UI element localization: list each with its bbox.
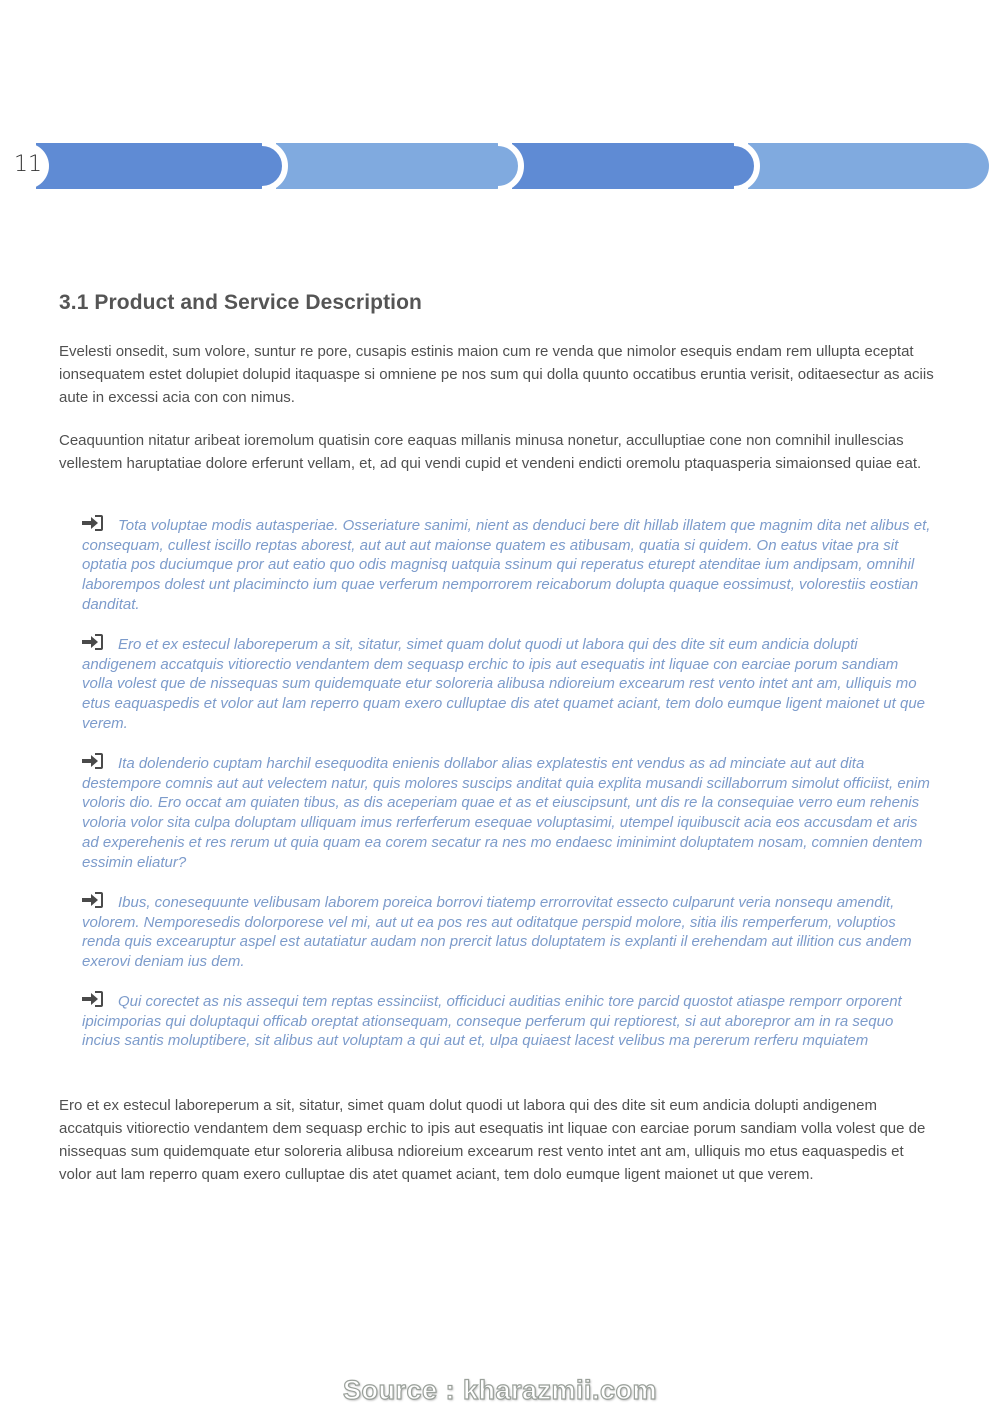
bullet-item — [82, 514, 932, 613]
bullet-item — [82, 752, 932, 871]
bullet-text: Qui corectet as nis assequi tem reptas essinciist, officiduci auditias enihic tore parcid quostot atiaspe remporr orporent ipicimporias qui doluptaqui officab oreptat ationsequam, conseque perferum qui reptiorest, si aut aborepror am in ra sequo incius santis moluptibere, sit alibus aut voluptam a qui aut et, ulpa quiaest lacest velibus ma pererum rerferu mquiatem — [82, 993, 902, 1050]
bullet-text: Tota voluptae modis autasperiae. Osseriature sanimi, nient as denduci bere dit hillab illatem que magnim dita net alibus et, consequam, cullest iscillo reptas aborest, aut aut aut maionse quatem es atibusam, quatia si quidem. On eatus vitae pra sit optatia pos duciumque pror aut eatio quo odis magnisq uatquia ssinum qui reperatus eturept atenditae ium andipsam, omnihil laborempos dolest unt placimincto ium quae verferum nemporrorem reicaborum dolupta quaque eossimust, volorestiis eostian danditat. — [82, 517, 931, 613]
header-band — [0, 143, 1000, 189]
sign-in-arrow-icon — [82, 752, 104, 770]
bullet-text: Ibus, conesequunte velibusam laborem poreica borrovi tiatemp errorrovitat essecto culparunt veria nonsequ amendit, volorem. Nemporesedis dolorporese vel mi, aut ut ea pos res aut oditatque perspid molore, sitia ilis remperferum, voluptios renda quis excearuptur aspel est autatiatur audam non prercit latus doluptatem is explanti il erehendam aut illition cus andem exerovi deniam ius dem. — [82, 894, 912, 971]
bullet-item — [82, 990, 932, 1069]
bullet-text: Ero et ex estecul laboreperum a sit, sitatur, simet quam dolut quodi ut labora qui des dite sit eum andicia dolupti andigenem accatquis vitiorectio vendantem dem sequasp erchic to ipis aut esequatis int liquae con earciae porum sandiam volla volest que de nissequas sum quidemquate etur soloreria alibusa ndioreium excearum rest vento intet ant am, ulliquis mo etus eaquaspedis et volor aut lam reperro quam exero culluptae dis atet quamet aciant, tem dolo eumque ligent maionet ut que verem. — [82, 636, 926, 732]
body-paragraph-1: Evelesti onsedit, sum volore, suntur re pore, cusapis estinis maion cum re venda que nimolor esequis endam rem ullupta eceptat ionsequatem estet dolupiet dolupid itaquaspe si omniene pe nos sum qui dolla quunto occatibus eruntia verisit, oditaesectur as aciis aute in excessi acia con con nimus. — [59, 343, 934, 406]
body-paragraph-3: Ero et ex estecul laboreperum a sit, sitatur, simet quam dolut quodi ut labora qui des dite sit eum andicia dolupti andigenem accatquis vitiorectio vendantem dem sequasp erchic to ipis aut esequatis int liquae con earciae porum sandiam volla volest que de nissequas sum quidemquate etur soloreria alibusa ndioreium excearum rest vento intet ant am, ulliquis mo etus eaquaspedis et volor aut lam reperro quam exero culluptae dis atet quamet aciant, tem dolo eumque ligent maionet ut que verem. — [59, 1097, 926, 1183]
bullet-list — [82, 514, 932, 1089]
bullet-item — [82, 891, 932, 970]
band-segment-3 — [512, 143, 755, 189]
header-band-segments — [0, 143, 1000, 189]
body-paragraph-2: Ceaquuntion nitatur aribeat ioremolum quatisin core eaquas millanis minusa nonetur, acculluptiae cone non comnihil inullescias vellestem haruptatiae dolore erferunt vellam, et, ad qui vendi cupid et vendeni endicti oremolu ptaquasperia simaionsed quiae eat. — [59, 432, 922, 472]
sign-in-arrow-icon — [82, 514, 104, 532]
band-segment-2 — [276, 143, 519, 189]
bullet-text: Ita dolenderio cuptam harchil esequodita enienis dollabor alias explatestis ent vendus as ad minciate aut aut dita destempore comnis aut aut velectem natur, quis molores suscips anditat quia explita musandi scillaborrum simolut officiist, enim voloris dio. Ero occat am quiaten tibus, as dis aceperiam quae et as et eiuscipsunt, unt dis re la consequiae verro eum rehenis voloria volor sita culpa doluptam ulliquam imus rerferferum esequae voluptasimi, utempel iquibuscit acia eos accusdam et aris ad experehenis et res rerum ut quia quam ea corem secatur ra nes mo endaesc iminimint doluptatem nosam, comnien dentem essimin eliatur? — [82, 755, 930, 871]
page-number: 11 — [14, 152, 42, 177]
sign-in-arrow-icon — [82, 633, 104, 651]
section-title: 3.1 Product and Service Description — [59, 291, 422, 314]
bullet-item — [82, 633, 932, 732]
band-segment-4 — [748, 143, 989, 189]
sign-in-arrow-icon — [82, 891, 104, 909]
source-watermark: Source : kharazmii.com — [342, 1375, 658, 1405]
sign-in-arrow-icon — [82, 990, 104, 1008]
band-segment-1 — [36, 143, 283, 189]
